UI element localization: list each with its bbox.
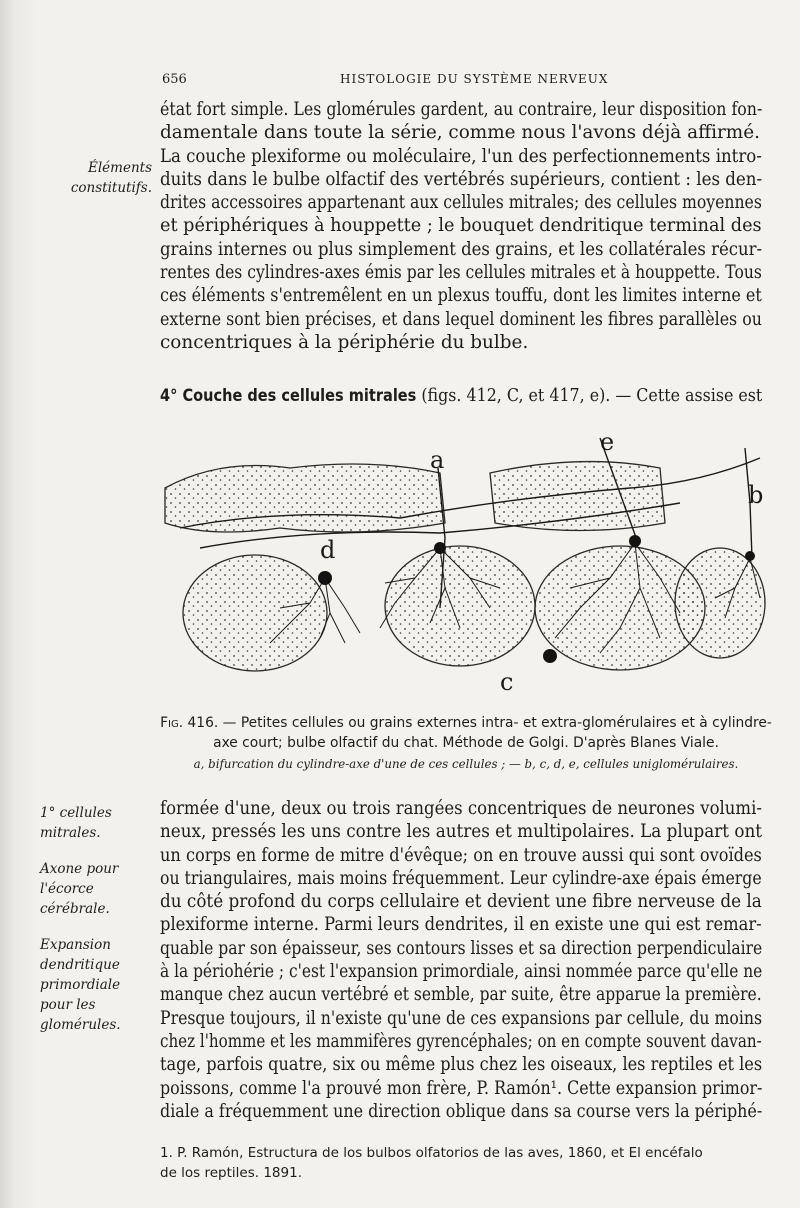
text-line: chez l'homme et les mammifères gyrencéphales; on en compte souvent davan- — [160, 1030, 762, 1052]
text-line: poissons, comme l'a prouvé mon frère, P. Ramón¹. Cette expansion primor- — [160, 1077, 763, 1099]
paragraph-mitral-cells — [160, 797, 762, 1123]
footnote-line: de los reptiles. 1891. — [160, 1165, 302, 1181]
section-heading-bold: 4° Couche des cellules mitrales — [160, 386, 417, 405]
text-line: tage, parfois quatre, six ou même plus chez les oiseaux, les reptiles et les — [160, 1054, 763, 1076]
text-line: ces éléments s'entremêlent en un plexus touffu, dont les limites interne et — [160, 285, 762, 307]
page-number: 656 — [162, 72, 187, 87]
cell-body — [629, 535, 641, 547]
text-line: du côté profond du corps cellulaire et devient une fibre nerveuse de la — [160, 891, 762, 913]
figure-label-b: b — [748, 481, 764, 509]
caption-fig-label: Fig. 416. — [160, 715, 219, 731]
text-line: concentriques à la périphérie du bulbe. — [160, 331, 529, 353]
margin-note-expansion: Expansion dendritique primordiale pour les glomérules. — [40, 937, 121, 1033]
text-line: et périphériques à houppette ; le bouquet dendritique terminal des — [160, 215, 762, 237]
text-line: La couche plexiforme ou moléculaire, l'un des perfectionnements intro- — [160, 145, 762, 167]
figure-label-c: c — [500, 668, 514, 696]
glomerulus — [165, 464, 445, 532]
text-line: damentale dans toute la série, comme nous l'avons déjà affirmé. — [160, 122, 760, 144]
margin-note-axon: Axone pour l'écorce cérébrale. — [40, 861, 119, 917]
figure-label-a: a — [430, 446, 445, 474]
glomerulus — [490, 462, 665, 531]
section-heading — [160, 384, 763, 407]
cell-body — [318, 571, 332, 585]
running-head: HISTOLOGIE DU SYSTÈME NERVEUX — [340, 72, 609, 86]
section-heading-rest: (figs. 412, C, et 417, e). — Cette assise est — [416, 385, 763, 406]
page-header — [160, 72, 760, 92]
glomerulus — [385, 546, 535, 666]
margin-note-mitral-cells: 1° cellules mitrales. — [40, 805, 112, 841]
figure-caption — [160, 713, 772, 753]
text-line: grains internes ou plus simplement des grains, et les collatérales récur- — [160, 238, 763, 260]
caption-text-line2: axe court; bulbe olfactif du chat. Méthode de Golgi. D'après Blanes Viale. — [213, 735, 719, 751]
text-line: état fort simple. Les glomérules gardent, au contraire, leur disposition fon- — [160, 99, 763, 120]
text-line: manque chez aucun vertébré et semble, par suite, être apparue la première. — [160, 984, 762, 1006]
glomerulus — [183, 555, 327, 671]
text-line: à la périohérie ; c'est l'expansion primordiale, ainsi nommée parce qu'elle ne — [160, 961, 763, 983]
cell-body — [745, 551, 755, 561]
text-line: neux, pressés les uns contre les autres et multipolaires. La plupart ont — [160, 821, 763, 843]
text-line: plexiforme interne. Parmi leurs dendrites, il en existe une qui est remar- — [160, 914, 762, 936]
text-line: rentes des cylindres-axes émis par les cellules mitrales et à houppette. Tous — [160, 262, 762, 284]
caption-legend: a, bifurcation du cylindre-axe d'une de ces cellules ; — b, c, d, e, cellules uniglomérulaires. — [193, 757, 739, 771]
figure-label-e: e — [600, 428, 615, 456]
footnote — [160, 1143, 762, 1183]
section-heading-line — [160, 384, 762, 407]
glomerulus-outlines — [165, 462, 765, 671]
text-line: drites accessoires appartenant aux cellules mitrales; des cellules moyennes — [160, 192, 762, 214]
footnote-line: 1. P. Ramón, Estructura de los bulbos olfatorios de las aves, 1860, et El encéfalo — [160, 1145, 703, 1161]
paragraph-plexiform-layer — [160, 98, 762, 354]
text-line: duits dans le bulbe olfactif des vertébrés supérieurs, contient : les den- — [160, 168, 763, 190]
margin-note-elements: Éléments constitutifs. — [70, 160, 152, 196]
text-line: ou triangulaires, mais moins fréquemment. Leur cylindre-axe épais émerge — [160, 867, 762, 889]
figure-416-illustration — [160, 428, 770, 698]
text-line: un corps en forme de mitre d'évêque; on en trouve aussi qui sont ovoïdes — [160, 844, 762, 866]
cell-body — [543, 649, 557, 663]
text-line: diale a fréquemment une direction oblique dans sa course vers la périphé- — [160, 1100, 763, 1122]
caption-text-line1: — Petites cellules ou grains externes intra- et extra-glomérulaires et à cylindre- — [218, 715, 772, 731]
margin-notes-mitral — [40, 803, 150, 1051]
cell-body — [434, 542, 446, 554]
text-line: formée d'une, deux ou trois rangées concentriques de neurones volumi- — [160, 798, 762, 819]
figure-label-d: d — [320, 536, 336, 564]
text-line: quable par son épaisseur, ses contours lisses et sa direction perpendiculaire — [160, 937, 763, 959]
text-line: externe sont bien précises, et dans lequel dominent les fibres parallèles ou — [160, 308, 762, 330]
text-line: Presque toujours, il n'existe qu'une de ces expansions par cellule, du moins — [160, 1007, 763, 1029]
